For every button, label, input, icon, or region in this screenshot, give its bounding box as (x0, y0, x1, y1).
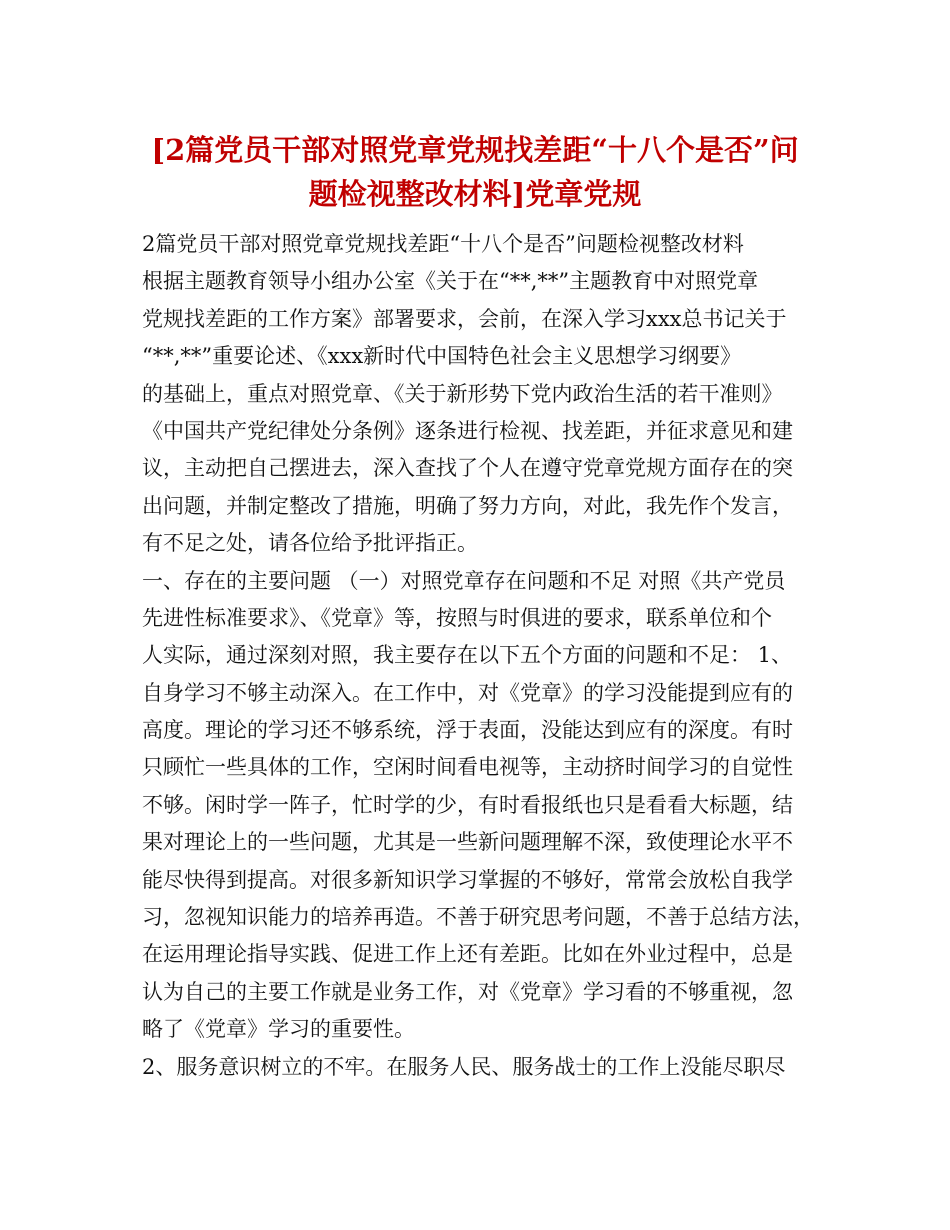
document-title (90, 128, 860, 216)
body-line: 根据主题教育领导小组办公室《关于在“**,**”主题教育中对照党章 (142, 269, 759, 294)
body-line: 一、存在的主要问题 （一）对照党章存在问题和不足 对照《共产党员 (142, 568, 786, 593)
body-line: 略了《党章》学习的重要性。 (142, 1017, 415, 1042)
body-line: 只顾忙一些具体的工作，空闲时间看电视等，主动挤时间学习的自觉性 (142, 755, 793, 780)
body-line: 人实际，通过深刻对照，我主要存在以下五个方面的问题和不足： 1、 (142, 643, 793, 668)
body-line: 2篇党员干部对照党章党规找差距“十八个是否”问题检视整改材料 (142, 232, 744, 256)
body-line: 的基础上，重点对照党章、《关于新形势下党内政治生活的若干准则》 (142, 381, 783, 406)
body-line: 党规找差距的工作方案》部署要求，会前，在深入学习xxx总书记关于 (142, 306, 787, 331)
body-line: 果对理论上的一些问题，尤其是一些新问题理解不深，致使理论水平不 (142, 830, 793, 855)
title-line: 题检视整改材料]党章党规 (308, 177, 642, 211)
body-line: 自身学习不够主动深入。在工作中，对《党章》的学习没能提到应有的 (142, 680, 793, 705)
body-line: 有不足之处，请各位给予批评指正。 (142, 531, 478, 556)
body-line: 《中国共产党纪律处分条例》逐条进行检视、找差距，并征求意见和建 (142, 418, 793, 443)
document-body (142, 226, 822, 1086)
body-line: 不够。闲时学一阵子，忙时学的少，有时看报纸也只是看看大标题，结 (142, 792, 793, 817)
body-line: 2、服务意识树立的不牢。在服务人民、服务战士的工作上没能尽职尽 (142, 1054, 786, 1079)
body-line: 高度。理论的学习还不够系统，浮于表面，没能达到应有的深度。有时 (142, 718, 793, 743)
body-line: 议，主动把自己摆进去，深入查找了个人在遵守党章党规方面存在的突 (142, 456, 793, 481)
body-line: 先进性标准要求》、《党章》等，按照与时俱进的要求，联系单位和个 (142, 605, 772, 630)
body-line: 认为自己的主要工作就是业务工作，对《党章》学习看的不够重视，忽 (142, 979, 793, 1004)
body-line: “**,**”重要论述、《xxx新时代中国特色社会主义思想学习纲要》 (142, 344, 742, 369)
body-line: 出问题，并制定整改了措施，明确了努力方向，对此，我先作个发言， (142, 493, 793, 518)
body-line: 在运用理论指导实践、促进工作上还有差距。比如在外业过程中，总是 (142, 942, 793, 967)
body-line: 习，忽视知识能力的培养再造。不善于研究思考问题，不善于总结方法， (142, 905, 814, 930)
body-line: 能尽快得到提高。对很多新知识学习掌握的不够好，常常会放松自我学 (142, 867, 793, 892)
title-line: [2篇党员干部对照党章党规找差距“十八个是否”问 (151, 133, 799, 167)
